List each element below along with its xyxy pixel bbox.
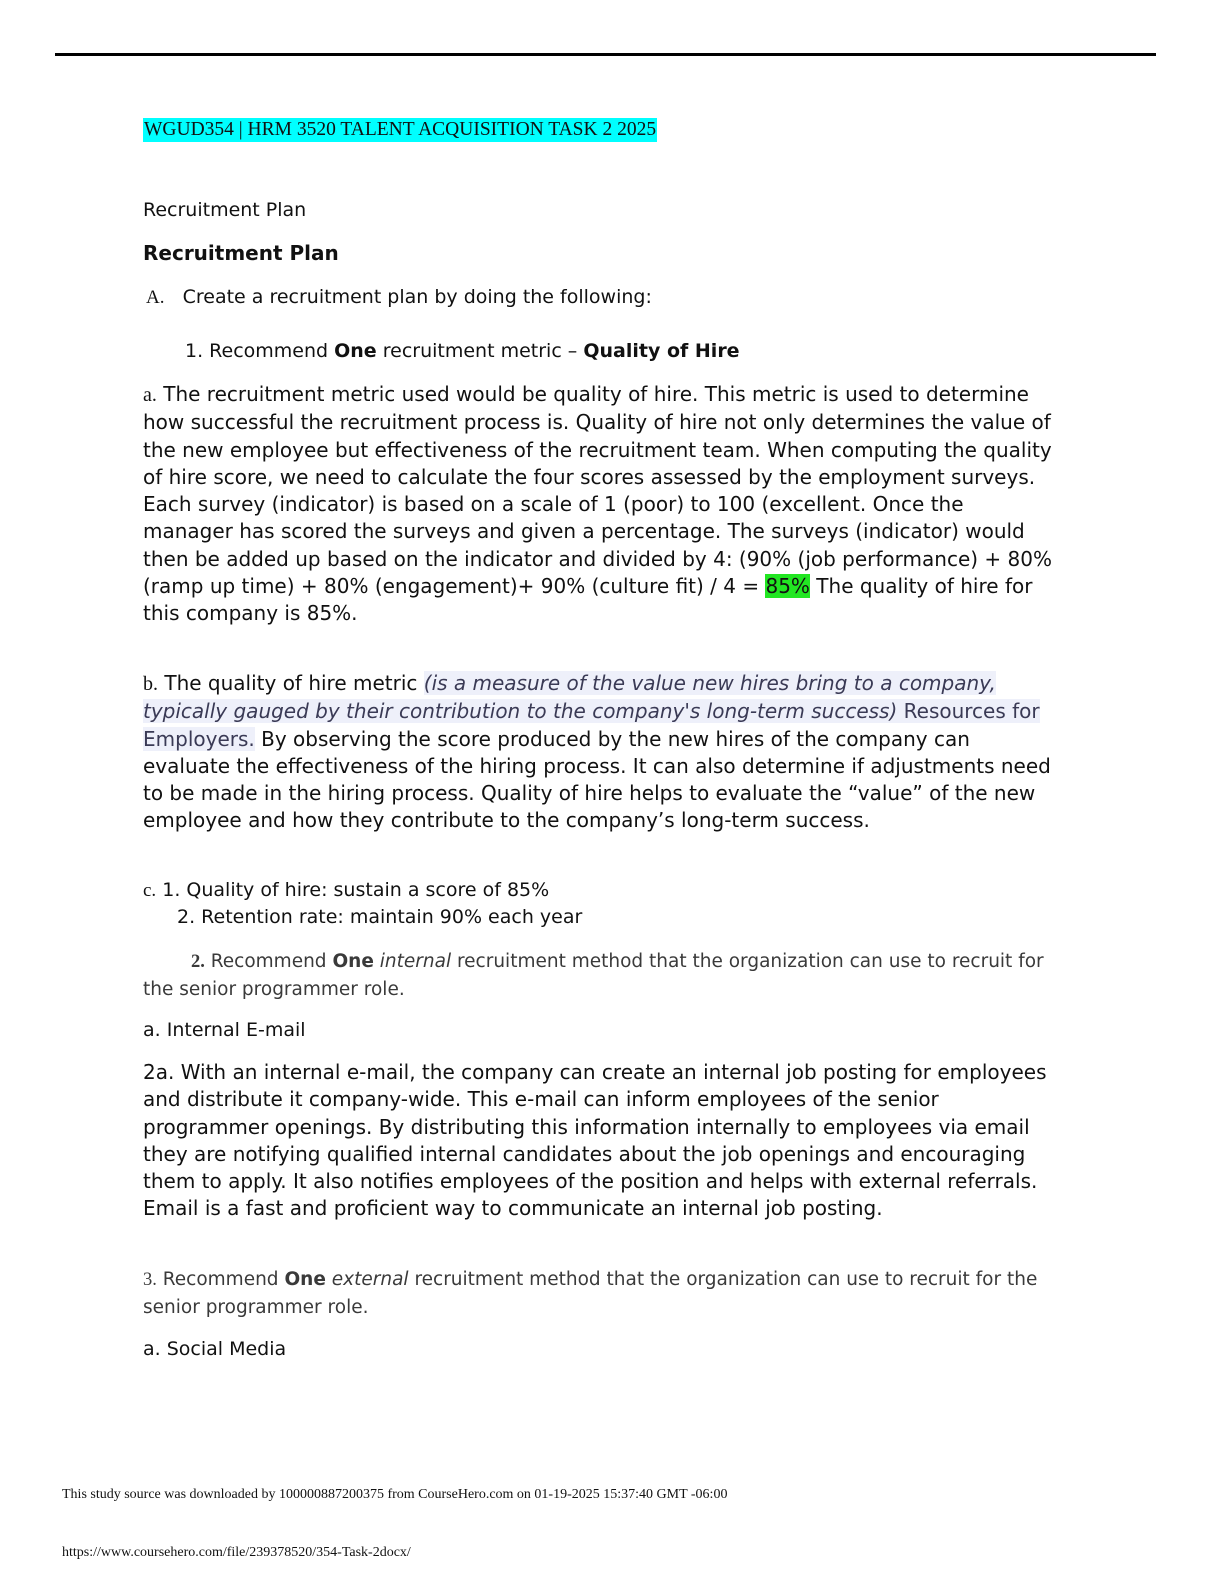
paragraph-c-line-1: c. 1. Quality of hire: sustain a score of 85% bbox=[143, 879, 550, 901]
document-title: WGUD354 | HRM 3520 TALENT ACQUISITION TASK 2 2025 bbox=[144, 119, 657, 140]
item-3-heading: 3. Recommend One external recruitment method that the organization can use to recruit for the senior programmer role. bbox=[143, 1269, 1038, 1318]
item-1-heading bbox=[185, 338, 1100, 365]
item-2-number: 2. bbox=[191, 952, 205, 972]
paragraph-b-rest: By observing the score produced by the new hires of the company can evaluate the effectiveness of the hiring process. It can also determine if adjustments need to be made in the hiring process. Quality of hire helps to evaluate the “value” of the new employee and how they contribute to the company’s long-term success. bbox=[143, 726, 1051, 833]
highlighted-result: 85% bbox=[765, 574, 810, 599]
paragraph-a-text: The recruitment metric used would be quality of hire. This metric is used to determine how successful the recruitment process is. Quality of hire not only determines the value of the new employee but effectiveness of the recruitment team. When computing the quality of hire score, we need to calculate the four scores assessed by the employment surveys. Each survey (indicator) is based on a scale of 1 (poor) to 100 (excellent. Once the manager has scored the surveys and given a percentage. The surveys (indicator) would then be added up based on the indicator and divided by 4: (90% (job performance) + 80% (ramp up time) + 80% (engagement)+ 90% (culture fit) / 4 = bbox=[143, 382, 1052, 599]
section-a bbox=[146, 284, 1061, 311]
paragraph-b bbox=[143, 670, 1058, 835]
subtitle-bold: Recruitment Plan bbox=[143, 241, 339, 265]
quote-source: Resources for Employers. bbox=[143, 699, 1040, 751]
paragraph-2a: 2a. With an internal e-mail, the company can create an internal job posting for employees and distribute it company-wide. This e-mail can inform employees of the senior programmer openings. By distributing this information internally to employees via email they are notifying qualified internal candidates about the job openings and encouraging them to apply. It also notifies employees of the position and helps with external referrals. Email is a fast and proficient way to communicate an internal job posting. bbox=[143, 1060, 1047, 1221]
definition-quote: (is a measure of the value new hires bring to a company, typically gauged by their contribution to the company's long-term success) bbox=[143, 671, 996, 724]
item-3-one: One bbox=[284, 1269, 326, 1290]
item-3-external: external bbox=[331, 1269, 409, 1290]
item-1-metric: Quality of Hire bbox=[583, 340, 740, 362]
paragraph-c-line-2: 2. Retention rate: maintain 90% each year bbox=[177, 906, 583, 928]
paragraph-a-tail: The quality of hire for this company is 85%. bbox=[143, 574, 1033, 626]
item-1-mid: recruitment metric – bbox=[376, 340, 584, 362]
item-2-answer: a. Internal E-mail bbox=[143, 1019, 306, 1041]
paragraph-b-label: b. bbox=[143, 673, 158, 695]
item-1-prefix: 1. Recommend bbox=[185, 340, 335, 362]
item-3-number: 3. bbox=[143, 1270, 157, 1290]
item-2-internal: internal bbox=[379, 951, 452, 972]
item-2-heading: 2. Recommend One internal recruitment method that the organization can use to recruit for the senior programmer role. bbox=[143, 951, 1044, 1000]
paragraph-a bbox=[143, 381, 1058, 628]
top-rule bbox=[55, 53, 1156, 56]
item-1-one: One bbox=[334, 340, 377, 362]
paragraph-b-intro: The quality of hire metric bbox=[158, 671, 424, 695]
item-3-answer: a. Social Media bbox=[143, 1338, 287, 1360]
subtitle-plain: Recruitment Plan bbox=[143, 199, 307, 221]
item-2-one: One bbox=[332, 951, 374, 972]
footer-url[interactable]: https://www.coursehero.com/file/239378520/354-Task-2docx/ bbox=[62, 1545, 411, 1560]
section-a-text: Create a recruitment plan by doing the following: bbox=[182, 286, 652, 308]
footer-source: This study source was downloaded by 100000887200375 from CourseHero.com on 01-19-2025 15:37:40 GMT -06:00 bbox=[62, 1487, 728, 1502]
paragraph-c-label: c. bbox=[143, 880, 157, 901]
paragraph-a-label: a. bbox=[143, 384, 157, 406]
section-a-label: A. bbox=[146, 287, 165, 308]
